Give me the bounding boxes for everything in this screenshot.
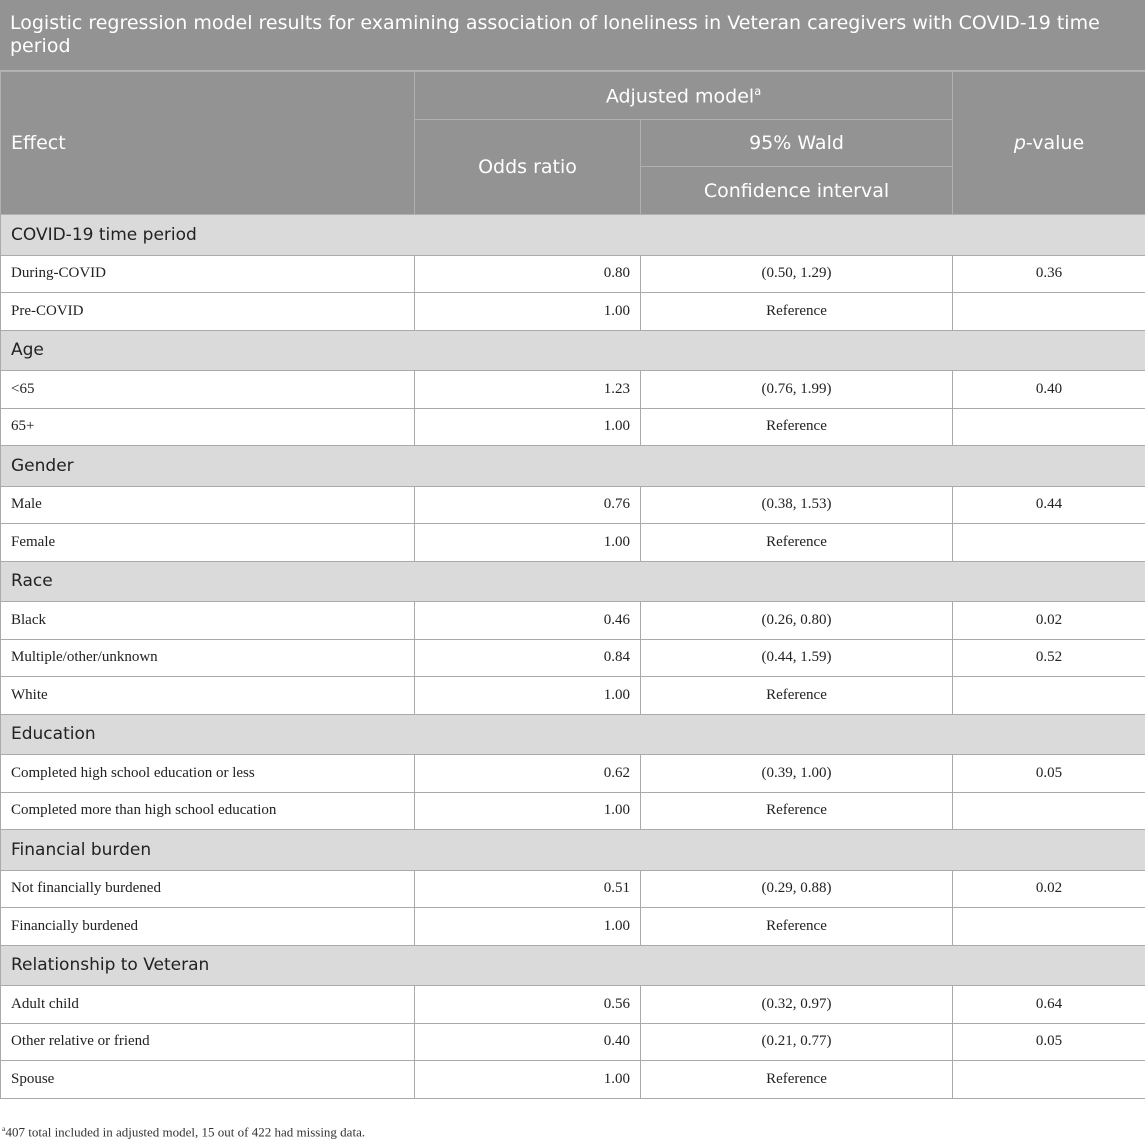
row-label: Other relative or friend: [1, 1023, 415, 1061]
table-row: [1, 371, 1145, 409]
header-odds-ratio: Odds ratio: [415, 119, 641, 214]
table-row: [1, 1061, 1145, 1099]
row-label: During-COVID: [1, 255, 415, 293]
footnote-sup: a: [2, 1124, 6, 1133]
ci-cell: (0.44, 1.59): [641, 639, 953, 677]
p-value-cell: [953, 792, 1145, 830]
row-label: Female: [1, 524, 415, 562]
row-label: Male: [1, 486, 415, 524]
p-value-cell: 0.02: [953, 870, 1145, 908]
p-value-cell: 0.36: [953, 255, 1145, 293]
odds-ratio-cell: 1.00: [415, 524, 641, 562]
table-caption: Logistic regression model results for examining association of loneliness in Veteran caregivers with COVID-19 time period: [0, 0, 1145, 71]
section-row: [1, 945, 1145, 986]
table-row: [1, 986, 1145, 1024]
section-title: Race: [1, 561, 1145, 602]
row-label: Pre-COVID: [1, 293, 415, 331]
p-value-cell: 0.05: [953, 755, 1145, 793]
ci-cell: Reference: [641, 792, 953, 830]
odds-ratio-cell: 1.00: [415, 1061, 641, 1099]
odds-ratio-cell: 0.46: [415, 602, 641, 640]
section-row: [1, 446, 1145, 487]
table-row: [1, 408, 1145, 446]
ci-cell: Reference: [641, 524, 953, 562]
section-title: Gender: [1, 446, 1145, 487]
results-table: [0, 71, 1145, 1099]
p-value-cell: 0.64: [953, 986, 1145, 1024]
odds-ratio-cell: 1.00: [415, 408, 641, 446]
section-row: [1, 714, 1145, 755]
table-row: [1, 639, 1145, 677]
odds-ratio-cell: 0.62: [415, 755, 641, 793]
ci-cell: (0.50, 1.29): [641, 255, 953, 293]
row-label: Adult child: [1, 986, 415, 1024]
odds-ratio-cell: 1.00: [415, 293, 641, 331]
p-value-cell: 0.02: [953, 602, 1145, 640]
header-p-value: [953, 72, 1145, 215]
table-row: [1, 1023, 1145, 1061]
odds-ratio-cell: 0.56: [415, 986, 641, 1024]
row-label: <65: [1, 371, 415, 409]
odds-ratio-cell: 1.00: [415, 792, 641, 830]
ci-cell: Reference: [641, 408, 953, 446]
ci-cell: (0.38, 1.53): [641, 486, 953, 524]
table-row: [1, 602, 1145, 640]
header-adjusted-model: [415, 72, 953, 120]
row-label: 65+: [1, 408, 415, 446]
row-label: White: [1, 677, 415, 715]
table-header: [1, 72, 1145, 215]
ci-cell: (0.76, 1.99): [641, 371, 953, 409]
section-title: Education: [1, 714, 1145, 755]
row-label: Spouse: [1, 1061, 415, 1099]
section-row: [1, 830, 1145, 871]
table-row: [1, 255, 1145, 293]
odds-ratio-cell: 0.80: [415, 255, 641, 293]
ci-cell: (0.26, 0.80): [641, 602, 953, 640]
header-wald: 95% Wald: [641, 119, 953, 167]
row-label: Multiple/other/unknown: [1, 639, 415, 677]
row-label: Completed more than high school education: [1, 792, 415, 830]
p-value-cell: [953, 677, 1145, 715]
p-value-cell: 0.52: [953, 639, 1145, 677]
p-value-cell: [953, 524, 1145, 562]
ci-cell: Reference: [641, 908, 953, 946]
row-label: Not financially burdened: [1, 870, 415, 908]
header-adjusted-model-sup: a: [754, 83, 762, 98]
ci-cell: (0.32, 0.97): [641, 986, 953, 1024]
section-title: Financial burden: [1, 830, 1145, 871]
odds-ratio-cell: 1.00: [415, 677, 641, 715]
table-row: [1, 486, 1145, 524]
row-label: Completed high school education or less: [1, 755, 415, 793]
ci-cell: (0.29, 0.88): [641, 870, 953, 908]
p-value-cell: 0.05: [953, 1023, 1145, 1061]
section-title: COVID-19 time period: [1, 215, 1145, 256]
header-ci: Confidence interval: [641, 167, 953, 215]
p-value-cell: 0.40: [953, 371, 1145, 409]
footnote: [0, 1124, 1145, 1140]
odds-ratio-cell: 0.76: [415, 486, 641, 524]
table-body: [1, 215, 1145, 1099]
section-title: Age: [1, 330, 1145, 371]
ci-cell: Reference: [641, 677, 953, 715]
header-adjusted-model-label: Adjusted model: [605, 85, 755, 107]
ci-cell: Reference: [641, 1061, 953, 1099]
p-value-cell: [953, 1061, 1145, 1099]
ci-cell: (0.39, 1.00): [641, 755, 953, 793]
odds-ratio-cell: 0.40: [415, 1023, 641, 1061]
odds-ratio-cell: 0.51: [415, 870, 641, 908]
odds-ratio-cell: 0.84: [415, 639, 641, 677]
section-row: [1, 215, 1145, 256]
section-row: [1, 330, 1145, 371]
header-p-rest: -value: [1025, 132, 1085, 155]
table-row: [1, 677, 1145, 715]
header-p-italic: p: [1013, 132, 1026, 155]
ci-cell: Reference: [641, 293, 953, 331]
p-value-cell: [953, 293, 1145, 331]
table-row: [1, 870, 1145, 908]
table-row: [1, 524, 1145, 562]
header-effect: Effect: [1, 72, 415, 215]
section-title: Relationship to Veteran: [1, 945, 1145, 986]
p-value-cell: [953, 408, 1145, 446]
row-label: Black: [1, 602, 415, 640]
ci-cell: (0.21, 0.77): [641, 1023, 953, 1061]
row-label: Financially burdened: [1, 908, 415, 946]
p-value-cell: 0.44: [953, 486, 1145, 524]
odds-ratio-cell: 1.23: [415, 371, 641, 409]
section-row: [1, 561, 1145, 602]
table-row: [1, 908, 1145, 946]
table-row: [1, 293, 1145, 331]
footnote-text: 407 total included in adjusted model, 15 out of 422 had missing data.: [5, 1124, 366, 1140]
p-value-cell: [953, 908, 1145, 946]
table-row: [1, 792, 1145, 830]
odds-ratio-cell: 1.00: [415, 908, 641, 946]
table-row: [1, 755, 1145, 793]
